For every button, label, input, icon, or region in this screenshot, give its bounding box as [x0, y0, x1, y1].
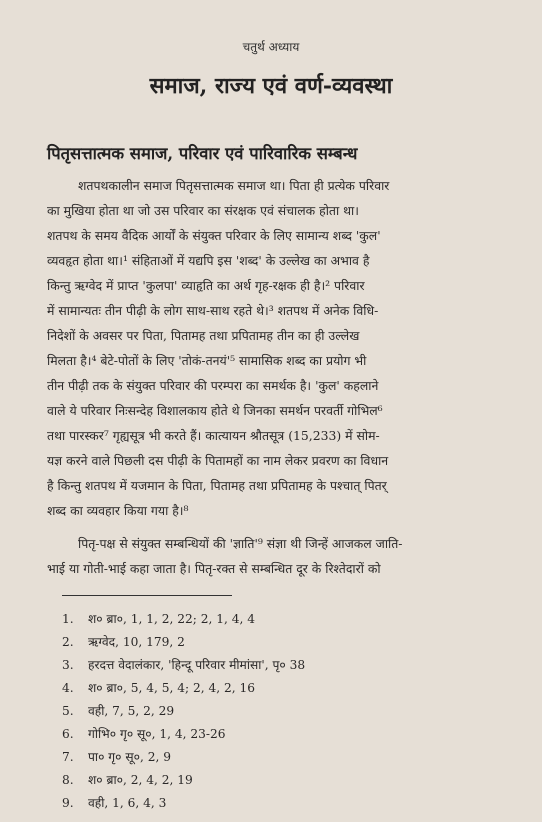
body-line: निदेशों के अवसर पर पिता, पितामह तथा प्रपितामह तीन का ही उल्लेख: [47, 328, 360, 343]
footnote-number: 2.: [62, 635, 74, 649]
body-line: मिलता है।⁴ बेटे-पोतों के लिए 'तोकं-तनयं'⁵ सामासिक शब्द का प्रयोग भी: [47, 353, 367, 368]
footnote-text: श० ब्रा०, 1, 1, 2, 22; 2, 1, 4, 4: [88, 612, 255, 626]
footnote-number: 8.: [62, 773, 74, 787]
footnote-number: 4.: [62, 681, 74, 695]
footnote-number: 9.: [62, 796, 74, 810]
body-line: शतपथकालीन समाज पितृसत्तात्मक समाज था। पिता ही प्रत्येक परिवार: [78, 178, 390, 193]
chapter-label: चतुर्थ अध्याय: [242, 40, 300, 54]
body-line: भाई या गोती-भाई कहा जाता है। पितृ-रक्त से सम्बन्धित दूर के रिश्तेदारों को: [47, 561, 381, 576]
footnote-number: 1.: [62, 612, 74, 626]
body-line: शब्द का व्यवहार किया गया है।⁸: [47, 503, 189, 518]
body-line: शतपथ के समय वैदिक आर्यों के संयुक्त परिवार के लिए सामान्य शब्द 'कुल': [47, 228, 381, 243]
footnote-item: [62, 610, 255, 627]
body-line: यज्ञ करने वाले पिछली दस पीढ़ी के पितामहों का नाम लेकर प्रवरण का विधान: [47, 453, 389, 468]
footnote-item: [62, 794, 166, 811]
footnote-text: गोभि० गृ० सू०, 1, 4, 23-26: [88, 727, 226, 741]
footnote-text: वही, 7, 5, 2, 29: [88, 704, 175, 718]
footnote-text: पा० गृ० सू०, 2, 9: [88, 750, 171, 764]
footnote-item: [62, 656, 305, 673]
footnote-item: [62, 679, 255, 696]
footnote-text: ऋग्वेद, 10, 179, 2: [88, 635, 185, 649]
body-line: किन्तु ऋग्वेद में प्राप्त 'कुलपा' व्याहृति का अर्थ गृह-रक्षक ही है।² परिवार: [47, 278, 365, 293]
body-line: में सामान्यतः तीन पीढ़ी के लोग साथ-साथ रहते थे।³ शतपथ में अनेक विधि-: [47, 303, 379, 318]
body-line: तीन पीढ़ी तक के संयुक्त परिवार की परम्परा का समर्थक है। 'कुल' कहलाने: [47, 378, 379, 393]
footnote-item: [62, 771, 193, 788]
body-line: तथा पारस्कर⁷ गृह्यसूत्र भी करते हैं। कात्यायन श्रौतसूत्र (15,233) में सोम-: [47, 428, 380, 443]
footnote-item: [62, 725, 226, 742]
footnote-text: हरदत्त वेदालंकार, 'हिन्दू परिवार मीमांसा', पृ० 38: [88, 658, 306, 672]
section-title: पितृसत्तात्मक समाज, परिवार एवं पारिवारिक सम्बन्ध: [47, 144, 358, 163]
body-line: व्यवहृत होता था।¹ संहिताओं में यद्यपि इस 'शब्द' के उल्लेख का अभाव है: [47, 253, 370, 268]
body-line: पितृ-पक्ष से संयुक्त सम्बन्धियों की 'ज्ञाति'⁹ संज्ञा थी जिन्हें आजकल जाति-: [78, 536, 403, 551]
body-line: वाले ये परिवार निःसन्देह विशालकाय होते थे जिनका समर्थन परवर्ती गोभिल⁶: [47, 403, 383, 418]
footnote-divider: [62, 595, 232, 596]
footnote-text: श० ब्रा०, 2, 4, 2, 19: [88, 773, 193, 787]
footnote-item: [62, 633, 185, 650]
footnote-number: 3.: [62, 658, 74, 672]
footnote-number: 6.: [62, 727, 74, 741]
body-line: का मुखिया होता था जो उस परिवार का संरक्षक एवं संचालक होता था।: [47, 203, 359, 218]
footnote-text: श० ब्रा०, 5, 4, 5, 4; 2, 4, 2, 16: [88, 681, 255, 695]
footnote-number: 5.: [62, 704, 74, 718]
footnote-text: वही, 1, 6, 4, 3: [88, 796, 167, 810]
footnote-number: 7.: [62, 750, 74, 764]
footnote-item: [62, 702, 174, 719]
footnote-item: [62, 748, 171, 765]
chapter-title: समाज, राज्य एवं वर्ण-व्यवस्था: [149, 73, 393, 99]
body-line: है किन्तु शतपथ में यजमान के पिता, पितामह तथा प्रपितामह के पश्चात् पितर्: [47, 478, 387, 493]
